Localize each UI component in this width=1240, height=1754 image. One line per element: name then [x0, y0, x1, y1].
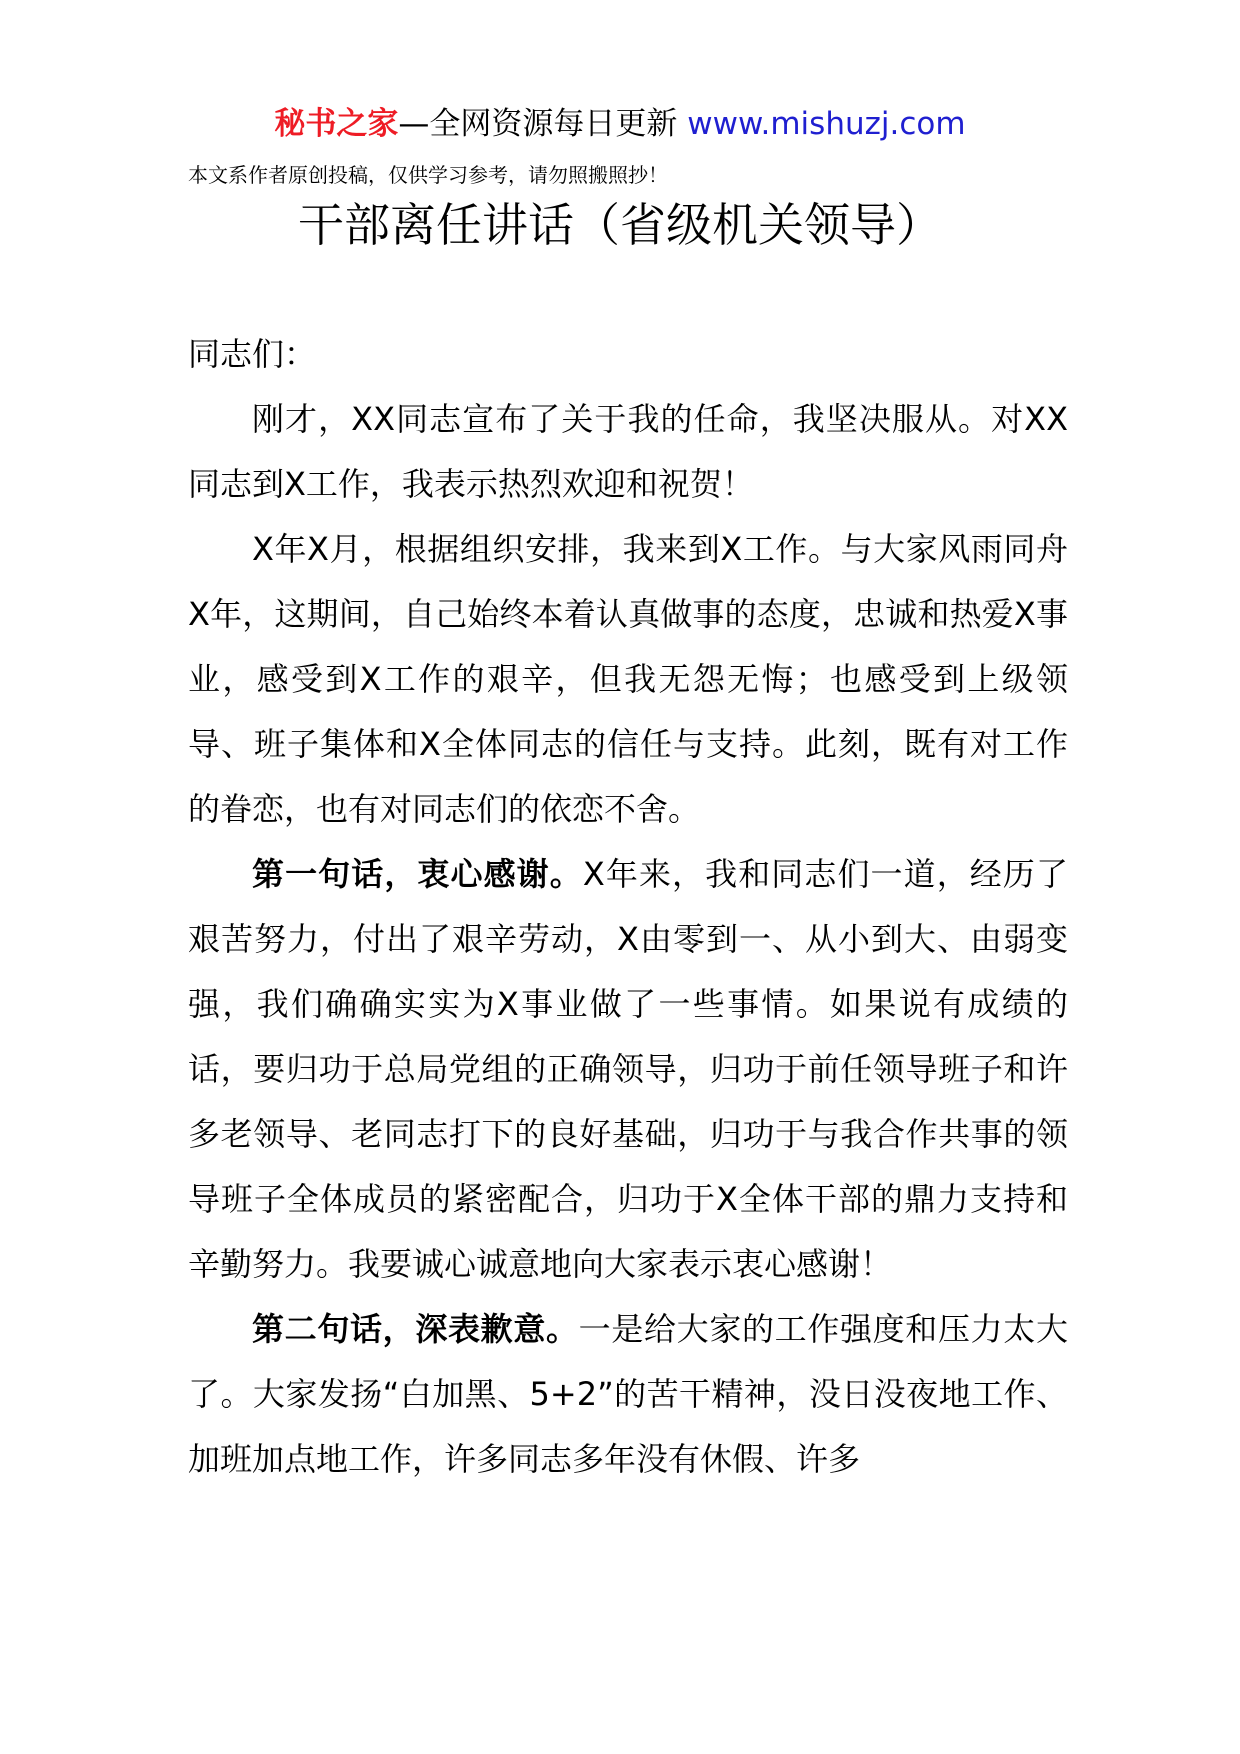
paragraph-4: [188, 1297, 1068, 1492]
salutation: 同志们：: [188, 335, 317, 373]
paragraph-4-body: 一是给大家的工作强度和压力太大了。大家发扬“白加黑、5+2”的苦干精神，没日没夜地工作、加班加点地工作，许多同志多年没有休假、许多: [188, 1310, 1068, 1478]
document-title: 干部离任讲话（省级机关领导）: [298, 198, 942, 252]
site-header: [0, 100, 1240, 148]
document-body: [188, 322, 1068, 1492]
copyright-notice: 本文系作者原创投稿，仅供学习参考，请勿照搬照抄！: [188, 163, 668, 187]
paragraph-2: X年X月，根据组织安排，我来到X工作。与大家风雨同舟X年，这期间，自己始终本着认真做事的态度，忠诚和热爱X事业，感受到X工作的艰辛，但我无怨无悔；也感受到上级领导、班子集体和X全体同志的信任与支持。此刻，既有对工作的眷恋，也有对同志们的依恋不舍。: [188, 530, 1068, 828]
paragraph-4-lead: 第二句话，深表歉意。: [252, 1310, 579, 1348]
paragraph-3-body: X年来，我和同志们一道，经历了艰苦努力，付出了艰辛劳动，X由零到一、从小到大、由弱变强，我们确确实实为X事业做了一些事情。如果说有成绩的话，要归功于总局党组的正确领导，归功于前任领导班子和许多老领导、老同志打下的良好基础，归功于与我合作共事的领导班子全体成员的紧密配合，归功于X全体干部的鼎力支持和辛勤努力。我要诚心诚意地向大家表示衷心感谢！: [188, 855, 1068, 1283]
paragraph-3-lead: 第一句话，衷心感谢。: [252, 855, 583, 893]
paragraph-3: [188, 842, 1068, 1297]
site-url-link[interactable]: www.mishuzj.com: [687, 106, 966, 142]
paragraph-1: 刚才，XX同志宣布了关于我的任命，我坚决服从。对XX同志到X工作，我表示热烈欢迎和祝贺！: [188, 400, 1068, 503]
brand-name: 秘书之家: [274, 106, 399, 142]
site-slogan: —全网资源每日更新: [398, 106, 688, 142]
